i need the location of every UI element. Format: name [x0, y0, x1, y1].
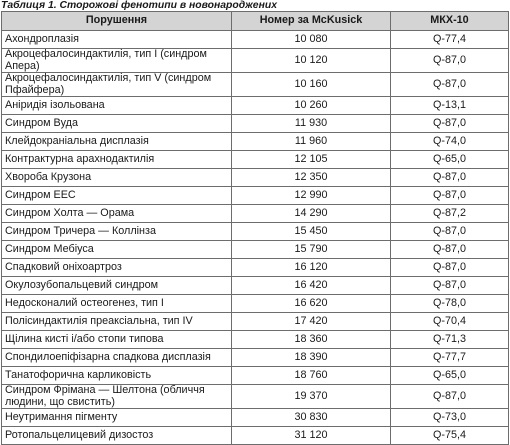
cell-mckusick: 10 160	[232, 73, 391, 97]
cell-disorder: Синдром Фрімана — Шелтона (обличчя людини, що свистить)	[2, 385, 232, 409]
cell-icd10: Q-87,0	[391, 223, 509, 241]
cell-disorder: Окулозубопальцевий синдром	[2, 277, 232, 295]
cell-disorder: Недосконалий остеогенез, тип I	[2, 295, 232, 313]
cell-icd10: Q-87,0	[391, 115, 509, 133]
cell-icd10: Q-65,0	[391, 151, 509, 169]
cell-icd10: Q-65,0	[391, 367, 509, 385]
cell-mckusick: 12 350	[232, 169, 391, 187]
table-row	[2, 259, 509, 277]
cell-mckusick: 12 990	[232, 187, 391, 205]
table-row	[2, 151, 509, 169]
cell-mckusick: 18 390	[232, 349, 391, 367]
cell-icd10: Q-87,0	[391, 49, 509, 73]
phenotypes-table	[1, 11, 509, 445]
table-row	[2, 349, 509, 367]
cell-mckusick: 31 120	[232, 427, 391, 445]
cell-icd10: Q-87,0	[391, 277, 509, 295]
cell-icd10: Q-87,0	[391, 259, 509, 277]
table-row	[2, 187, 509, 205]
cell-disorder: Спондилоепіфізарна спадкова дисплазія	[2, 349, 232, 367]
cell-icd10: Q-73,0	[391, 409, 509, 427]
cell-disorder: Аніридія ізольована	[2, 97, 232, 115]
cell-disorder: Ротопальцелицевий дизостоз	[2, 427, 232, 445]
cell-disorder: Ахондроплазія	[2, 31, 232, 49]
cell-icd10: Q-87,0	[391, 187, 509, 205]
cell-disorder: Хвороба Крузона	[2, 169, 232, 187]
table-row	[2, 133, 509, 151]
cell-disorder: Полісиндактилія преаксіальна, тип IV	[2, 313, 232, 331]
table-caption: Таблиця 1. Сторожові фенотипи в новонароджених	[1, 0, 277, 11]
cell-mckusick: 14 290	[232, 205, 391, 223]
table-row	[2, 367, 509, 385]
cell-icd10: Q-74,0	[391, 133, 509, 151]
cell-disorder: Синдром Вуда	[2, 115, 232, 133]
table-row	[2, 49, 509, 73]
cell-mckusick: 18 360	[232, 331, 391, 349]
header-mckusick: Номер за McKusick	[232, 12, 391, 31]
cell-icd10: Q-87,0	[391, 73, 509, 97]
cell-mckusick: 10 080	[232, 31, 391, 49]
table-row	[2, 313, 509, 331]
header-disorder: Порушення	[2, 12, 232, 31]
cell-disorder: Синдром ЕЕС	[2, 187, 232, 205]
cell-mckusick: 10 120	[232, 49, 391, 73]
cell-disorder: Акроцефалосиндактилія, тип V (синдром Пфайфера)	[2, 73, 232, 97]
cell-mckusick: 16 420	[232, 277, 391, 295]
cell-icd10: Q-77,4	[391, 31, 509, 49]
cell-icd10: Q-87,0	[391, 241, 509, 259]
table-row	[2, 277, 509, 295]
cell-mckusick: 30 830	[232, 409, 391, 427]
header-icd10: МКХ-10	[391, 12, 509, 31]
table-row	[2, 205, 509, 223]
cell-disorder: Акроцефалосиндактилія, тип I (синдром Апера)	[2, 49, 232, 73]
table-row	[2, 331, 509, 349]
cell-icd10: Q-77,7	[391, 349, 509, 367]
cell-icd10: Q-75,4	[391, 427, 509, 445]
table-row	[2, 295, 509, 313]
table-row	[2, 385, 509, 409]
table-row	[2, 427, 509, 445]
cell-icd10: Q-71,3	[391, 331, 509, 349]
table-row	[2, 169, 509, 187]
table-row	[2, 73, 509, 97]
cell-disorder: Неутримання пігменту	[2, 409, 232, 427]
cell-disorder: Синдром Мебіуса	[2, 241, 232, 259]
table-row	[2, 97, 509, 115]
table-row	[2, 115, 509, 133]
cell-mckusick: 16 120	[232, 259, 391, 277]
cell-mckusick: 15 790	[232, 241, 391, 259]
cell-disorder: Контрактурна арахнодактилія	[2, 151, 232, 169]
table-row	[2, 409, 509, 427]
cell-disorder: Спадковий оніхоартроз	[2, 259, 232, 277]
table-header-row	[2, 12, 509, 31]
cell-mckusick: 12 105	[232, 151, 391, 169]
cell-disorder: Клейдокраніальна дисплазія	[2, 133, 232, 151]
cell-mckusick: 10 260	[232, 97, 391, 115]
cell-mckusick: 18 760	[232, 367, 391, 385]
table-row	[2, 31, 509, 49]
cell-mckusick: 11 930	[232, 115, 391, 133]
cell-mckusick: 15 450	[232, 223, 391, 241]
cell-icd10: Q-70,4	[391, 313, 509, 331]
cell-icd10: Q-87,0	[391, 169, 509, 187]
cell-icd10: Q-87,0	[391, 385, 509, 409]
cell-disorder: Синдром Холта — Орама	[2, 205, 232, 223]
cell-mckusick: 11 960	[232, 133, 391, 151]
cell-icd10: Q-78,0	[391, 295, 509, 313]
cell-mckusick: 17 420	[232, 313, 391, 331]
cell-disorder: Синдром Тричера — Коллінза	[2, 223, 232, 241]
cell-disorder: Танатофорична карликовість	[2, 367, 232, 385]
cell-disorder: Щілина кисті і/або стопи типова	[2, 331, 232, 349]
cell-mckusick: 19 370	[232, 385, 391, 409]
table-row	[2, 223, 509, 241]
cell-icd10: Q-13,1	[391, 97, 509, 115]
cell-icd10: Q-87,2	[391, 205, 509, 223]
cell-mckusick: 16 620	[232, 295, 391, 313]
table-row	[2, 241, 509, 259]
table-body	[2, 31, 509, 445]
